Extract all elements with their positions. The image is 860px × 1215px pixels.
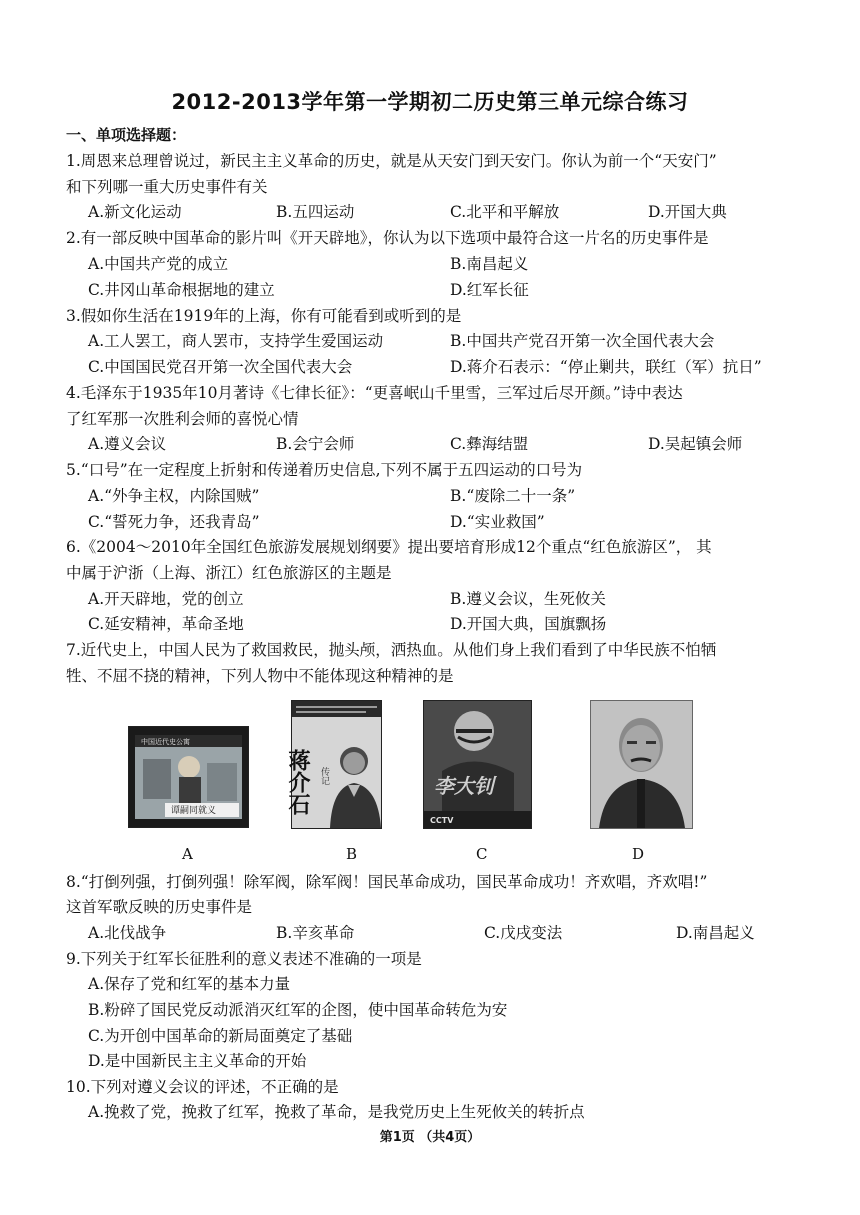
q9-stem-line1: 9.下列关于红军长征胜利的意义表述不准确的一项是	[66, 950, 422, 968]
q6-option-a: A.开天辟地，党的创立	[88, 590, 244, 608]
q6-stem-line1: 6.《2004～2010年全国红色旅游发展规划纲要》提出要培育形成12个重点“红色旅游区”， 其	[66, 538, 712, 556]
q5-stem-line1: 5.“口号”在一定程度上折射和传递着历史信息,下列不属于五四运动的口号为	[66, 461, 583, 479]
q5-option-b: B.“废除二十一条”	[450, 487, 576, 505]
q2-option-a: A.中国共产党的成立	[88, 255, 229, 273]
q1-option-c: C.北平和平解放	[450, 203, 560, 221]
q4-option-d: D.吴起镇会师	[648, 435, 743, 453]
q1-stem-line2: 和下列哪一重大历史事件有关	[66, 178, 268, 196]
image-label-a: A	[182, 845, 193, 863]
q6-option-c: C.延安精神，革命圣地	[88, 615, 244, 633]
image-option-d	[590, 700, 693, 829]
image-option-a	[128, 726, 249, 828]
page-title: 2012-2013学年第一学期初二历史第三单元综合练习	[171, 90, 689, 114]
q3-option-a: A.工人罢工，商人罢市，支持学生爱国运动	[88, 332, 384, 350]
q6-option-d: D.开国大典，国旗飘扬	[450, 615, 607, 633]
q3-option-c: C.中国国民党召开第一次全国代表大会	[88, 358, 353, 376]
q4-option-b: B.会宁会师	[276, 435, 355, 453]
image-c-logo: CCTV	[430, 816, 454, 825]
q5-option-c: C.“誓死力争，还我青岛”	[88, 513, 260, 531]
q1-option-b: B.五四运动	[276, 203, 355, 221]
q8-option-d: D.南昌起义	[676, 924, 755, 942]
q1-option-a: A.新文化运动	[88, 203, 182, 221]
q2-option-d: D.红军长征	[450, 281, 529, 299]
image-option-c	[423, 700, 532, 829]
q2-stem-line1: 2.有一部反映中国革命的影片叫《开天辟地》，你认为以下选项中最符合这一片名的历史事件是	[66, 229, 709, 247]
image-label-c: C	[476, 845, 488, 863]
image-a-banner: 谭嗣同就义	[171, 806, 217, 816]
q5-option-a: A.“外争主权，内除国贼”	[88, 487, 260, 505]
q9-option-c: C.为开创中国革命的新局面奠定了基础	[88, 1027, 353, 1045]
image-a-caption: 中国近代史公寓	[141, 738, 190, 746]
q4-stem-line1: 4.毛泽东于1935年10月著诗《七律长征》：“更喜岷山千里雪，三军过后尽开颜。”诗中表达	[66, 384, 683, 402]
image-b-title: 蒋介石	[285, 749, 311, 815]
q2-option-b: B.南昌起义	[450, 255, 529, 273]
image-label-b: B	[346, 845, 358, 863]
q4-stem-line2: 了红军那一次胜利会师的喜悦心情	[66, 410, 299, 428]
q6-option-b: B.遵义会议，生死攸关	[450, 590, 606, 608]
q6-stem-line2: 中属于沪浙（上海、浙江）红色旅游区的主题是	[66, 564, 392, 582]
q8-option-b: B.辛亥革命	[276, 924, 355, 942]
q9-option-d: D.是中国新民主主义革命的开始	[88, 1052, 307, 1070]
image-option-b	[285, 700, 382, 829]
image-c-title: 李大钊	[434, 774, 494, 798]
section-heading: 一、单项选择题：	[66, 126, 187, 144]
q10-stem-line1: 10.下列对遵义会议的评述，不正确的是	[66, 1078, 339, 1096]
q7-stem-line2: 牲、不屈不挠的精神，下列人物中不能体现这种精神的是	[66, 667, 454, 685]
q8-option-a: A.北伐战争	[88, 924, 167, 942]
q4-option-c: C.彝海结盟	[450, 435, 529, 453]
q3-stem-line1: 3.假如你生活在1919年的上海，你有可能看到或听到的是	[66, 307, 462, 325]
q8-option-c: C.戊戌变法	[484, 924, 563, 942]
q8-stem-line2: 这首军歌反映的历史事件是	[66, 898, 253, 916]
q1-stem-line1: 1.周恩来总理曾说过，新民主主义革命的历史，就是从天安门到天安门。你认为前一个“天安门”	[66, 152, 717, 170]
q2-option-c: C.井冈山革命根据地的建立	[88, 281, 275, 299]
q10-option-a: A.挽救了党，挽救了红军，挽救了革命，是我党历史上生死攸关的转折点	[88, 1103, 585, 1121]
page-footer: 第1页 （共4页）	[379, 1130, 481, 1145]
q5-option-d: D.“实业救国”	[450, 513, 545, 531]
q9-option-a: A.保存了党和红军的基本力量	[88, 975, 291, 993]
q7-stem-line1: 7.近代史上，中国人民为了救国救民，抛头颅，洒热血。从他们身上我们看到了中华民族不怕牺	[66, 641, 717, 659]
q9-option-b: B.粉碎了国民党反动派消灭红军的企图，使中国革命转危为安	[88, 1001, 508, 1019]
q3-option-b: B.中国共产党召开第一次全国代表大会	[450, 332, 715, 350]
image-label-d: D	[632, 845, 645, 863]
q3-option-d: D.蒋介石表示：“停止剿共，联红（军）抗日”	[450, 358, 762, 376]
q8-stem-line1: 8.“打倒列强，打倒列强！除军阀，除军阀！国民革命成功，国民革命成功！齐欢唱，齐欢唱!”	[66, 873, 708, 891]
q4-option-a: A.遵义会议	[88, 435, 167, 453]
image-b-side: 传记	[319, 767, 329, 785]
q1-option-d: D.开国大典	[648, 203, 727, 221]
